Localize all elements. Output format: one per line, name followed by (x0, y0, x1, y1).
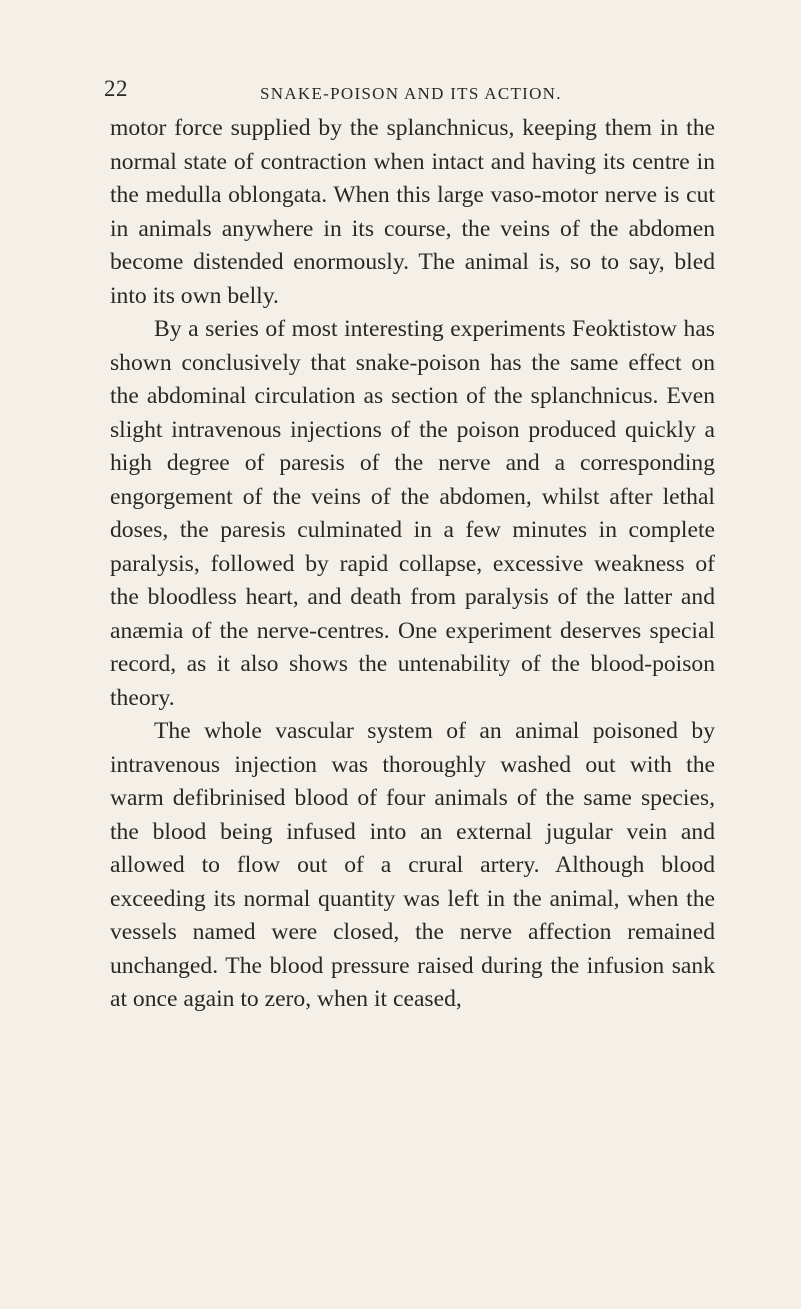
paragraph-1: motor force supplied by the splanchnicus, keeping them in the normal state of contraction when intact and having its centre in the medulla oblongata. When this large vaso-motor nerve is cut in animals anywhere in its course, the veins of the abdomen become distended enormously. The animal is, so to say, bled into its own belly. (110, 115, 715, 309)
paragraph-3: The whole vascular system of an animal poisoned by intravenous injection was thoroughly washed out with the warm defibrinised blood of four animals of the same species, the blood being infused into an external jugular vein and allowed to flow out of a crural artery. Although blood exceeding its normal quantity was left in the animal, when the vessels named were closed, the nerve affection remained unchanged. The blood pressure raised during the infusion sank at once again to zero, when it ceased, (110, 718, 715, 1012)
page-number: 22 (104, 76, 128, 101)
running-head (104, 76, 715, 106)
running-title: SNAKE-POISON AND ITS ACTION. (260, 84, 562, 103)
paragraph-2: By a series of most interesting experiments Feoktistow has shown conclusively that snake-poison has the same effect on the abdominal circulation as section of the splanchnicus. Even slight intravenous injections of the poison produced quickly a high degree of paresis of the nerve and a corresponding engorgement of the veins of the abdomen, whilst after lethal doses, the paresis culminated in a few minutes in complete paralysis, followed by rapid collapse, excessive weakness of the bloodless heart, and death from paralysis of the latter and anæmia of the nerve-centres. One experiment deserves special record, as it also shows the untenability of the blood-poison theory. (110, 316, 715, 711)
body-text (110, 112, 715, 1017)
